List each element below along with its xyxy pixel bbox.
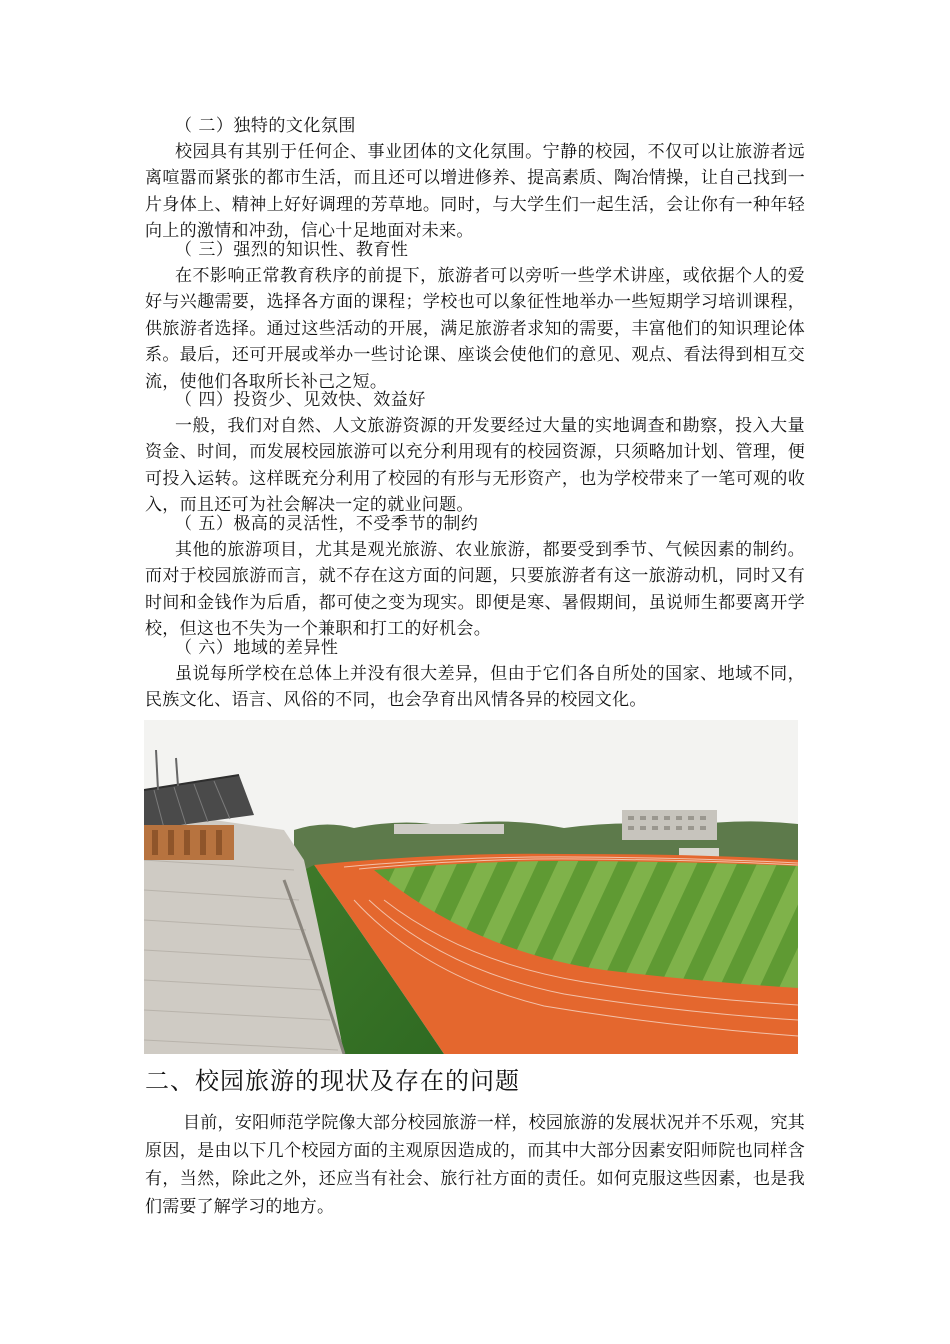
section-3 bbox=[145, 237, 805, 395]
section-5 bbox=[145, 511, 805, 643]
section-heading: （ 五）极高的灵活性，不受季节的制约 bbox=[175, 514, 479, 534]
section-title: 二、校园旅游的现状及存在的问题 bbox=[145, 1067, 520, 1095]
section-heading: （ 二）独特的文化氛围 bbox=[175, 116, 356, 136]
section-paragraph: 校园具有其别于任何企、事业团体的文化氛围。宁静的校园，不仅可以让旅游者远离喧嚣而紧张的都市生活，而且还可以增进修养、提高素质、陶冶情操，让自己找到一片身体上、精神上好好调理的芳草地。同时，与大学生们一起生活，会让你有一种年轻向上的激情和冲劲，信心十足地面对未来。 bbox=[145, 142, 805, 242]
closing-paragraph: 目前，安阳师范学院像大部分校园旅游一样，校园旅游的发展状况并不乐观，究其原因，是由以下几个校园方面的主观原因造成的，而其中大部分因素安阳师院也同样含有，当然，除此之外，还应当有社会、旅行社方面的责任。如何克服这些因素，也是我们需要了解学习的地方。 bbox=[145, 1113, 805, 1217]
stadium-photo bbox=[144, 720, 798, 1054]
section-paragraph: 虽说每所学校在总体上并没有很大差异，但由于它们各自所处的国家、地域不同，民族文化、语言、风俗的不同，也会孕育出风情各异的校园文化。 bbox=[145, 664, 805, 711]
section-paragraph: 一般，我们对自然、人文旅游资源的开发要经过大量的实地调查和勘察，投入大量资金、时间，而发展校园旅游可以充分利用现有的校园资源，只须略加计划、管理，便可投入运转。这样既充分利用了校园的有形与无形资产，也为学校带来了一笔可观的收入，而且还可为社会解决一定的就业问题。 bbox=[145, 416, 805, 516]
section-6 bbox=[145, 635, 805, 714]
section-2 bbox=[145, 113, 805, 245]
section-4 bbox=[145, 387, 805, 519]
section-paragraph: 其他的旅游项目，尤其是观光旅游、农业旅游，都要受到季节、气候因素的制约。而对于校园旅游而言，就不存在这方面的问题，只要旅游者有这一旅游动机，同时又有时间和金钱作为后盾，都可使之变为现实。即便是寒、暑假期间，虽说师生都要离开学校，但这也不失为一个兼职和打工的好机会。 bbox=[145, 540, 805, 640]
section-heading: （ 三）强烈的知识性、教育性 bbox=[175, 240, 409, 260]
section-heading: （ 四）投资少、见效快、效益好 bbox=[175, 390, 426, 410]
section-paragraph: 在不影响正常教育秩序的前提下，旅游者可以旁听一些学术讲座，或依据个人的爱好与兴趣需要，选择各方面的课程；学校也可以象征性地举办一些短期学习培训课程，供旅游者选择。通过这些活动的开展，满足旅游者求知的需要，丰富他们的知识理论体系。最后，还可开展或举办一些讨论课、座谈会使他们的意见、观点、看法得到相互交流，使他们各取所长补己之短。 bbox=[145, 266, 805, 392]
section-heading: （ 六）地域的差异性 bbox=[175, 638, 339, 658]
